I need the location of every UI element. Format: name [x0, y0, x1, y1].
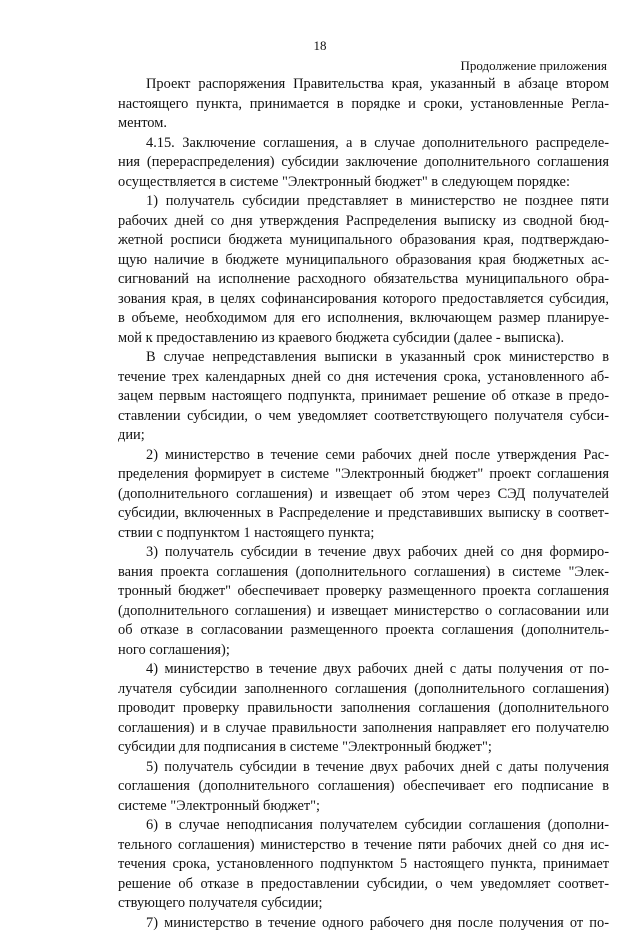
text-line: зования края, в целях софинансирования которого предоставляется субсидия,	[118, 290, 609, 310]
paragraph	[118, 192, 609, 348]
paragraph	[118, 660, 609, 758]
text-line: течения срока, установленного подпунктом 5 настоящего пункта, принимает	[118, 855, 609, 875]
text-line: (дополнительного соглашения) и извещает министерство о согласовании или	[118, 602, 609, 622]
paragraph	[118, 446, 609, 544]
text-line: 6) в случае неподписания получателем субсидии соглашения (дополни-	[118, 816, 609, 836]
document-body	[118, 75, 609, 933]
text-line: тельного соглашения) министерство в течение пяти рабочих дней со дня ис-	[118, 836, 609, 856]
paragraph	[118, 75, 609, 134]
continuation-note: Продолжение приложения	[460, 58, 607, 74]
text-line: ставлении субсидии, о чем уведомляет соответствующего получателя субси-	[118, 407, 609, 427]
text-line: об отказе в согласовании размещенного проекта соглашения (дополнитель-	[118, 621, 609, 641]
text-line: рабочих дней со дня утверждения Распределения выписку из сводной бюд-	[118, 212, 609, 232]
paragraph	[118, 914, 609, 933]
paragraph	[118, 543, 609, 660]
text-line: мой к предоставлению из краевого бюджета субсидии (далее - выписка).	[118, 329, 609, 349]
text-line: проводит проверку правильности заполнения соглашения (дополнительного	[118, 699, 609, 719]
text-line: ствующего получателя субсидии;	[118, 894, 609, 914]
text-line: тронный бюджет" обеспечивает проверку размещенного проекта соглашения	[118, 582, 609, 602]
paragraph	[118, 134, 609, 193]
text-line: течение трех календарных дней со дня истечения срока, установленного аб-	[118, 368, 609, 388]
text-line: настоящего пункта, принимается в порядке и сроки, установленные Регла-	[118, 95, 609, 115]
text-line: 7) министерство в течение одного рабочего дня после получения от по-	[118, 914, 609, 933]
text-line: лучателя субсидии заполненного соглашения (дополнительного соглашения)	[118, 680, 609, 700]
text-line: системе "Электронный бюджет";	[118, 797, 609, 817]
text-line: соглашения (дополнительного соглашения) обеспечивает его подписание в	[118, 777, 609, 797]
paragraph	[118, 816, 609, 914]
text-line: вания проекта соглашения (дополнительного соглашения) в системе "Элек-	[118, 563, 609, 583]
paragraph	[118, 758, 609, 817]
text-line: соглашения) и в случае правильности заполнения направляет его получателю	[118, 719, 609, 739]
text-line: субсидии для подписания в системе "Электронный бюджет";	[118, 738, 609, 758]
text-line: В случае непредставления выписки в указанный срок министерство в	[118, 348, 609, 368]
text-line: ного соглашения);	[118, 641, 609, 661]
text-line: щую наличие в бюджете муниципального образования края бюджетных ас-	[118, 251, 609, 271]
text-line: ния (перераспределения) субсидии заключение дополнительного соглашения	[118, 153, 609, 173]
text-line: 4) министерство в течение двух рабочих дней с даты получения от по-	[118, 660, 609, 680]
text-line: в объеме, необходимом для его исполнения, включающем размер планируе-	[118, 309, 609, 329]
text-line: 3) получатель субсидии в течение двух рабочих дней со дня формиро-	[118, 543, 609, 563]
text-line: Проект распоряжения Правительства края, указанный в абзаце втором	[118, 75, 609, 95]
text-line: 5) получатель субсидии в течение двух рабочих дней с даты получения	[118, 758, 609, 778]
text-line: ментом.	[118, 114, 609, 134]
text-line: зацем первым настоящего подпункта, принимает решение об отказе в предо-	[118, 387, 609, 407]
text-line: жетной росписи бюджета муниципального образования края, подтверждаю-	[118, 231, 609, 251]
text-line: пределения формирует в системе "Электронный бюджет" проект соглашения	[118, 465, 609, 485]
text-line: сигнований на исполнение расходного обязательства муниципального обра-	[118, 270, 609, 290]
text-line: 2) министерство в течение семи рабочих дней после утверждения Рас-	[118, 446, 609, 466]
text-line: дии;	[118, 426, 609, 446]
text-line: ствии с подпунктом 1 настоящего пункта;	[118, 524, 609, 544]
text-line: 1) получатель субсидии представляет в министерство не позднее пяти	[118, 192, 609, 212]
text-line: осуществляется в системе "Электронный бюджет" в следующем порядке:	[118, 173, 609, 193]
text-line: 4.15. Заключение соглашения, а в случае дополнительного распределе-	[118, 134, 609, 154]
text-line: (дополнительного соглашения) и извещает об этом через СЭД получателей	[118, 485, 609, 505]
page-number: 18	[0, 38, 640, 54]
text-line: решение об отказе в предоставлении субсидии, о чем уведомляет соответ-	[118, 875, 609, 895]
text-line: субсидии, включенных в Распределение и представивших выписку в соответ-	[118, 504, 609, 524]
paragraph	[118, 348, 609, 446]
